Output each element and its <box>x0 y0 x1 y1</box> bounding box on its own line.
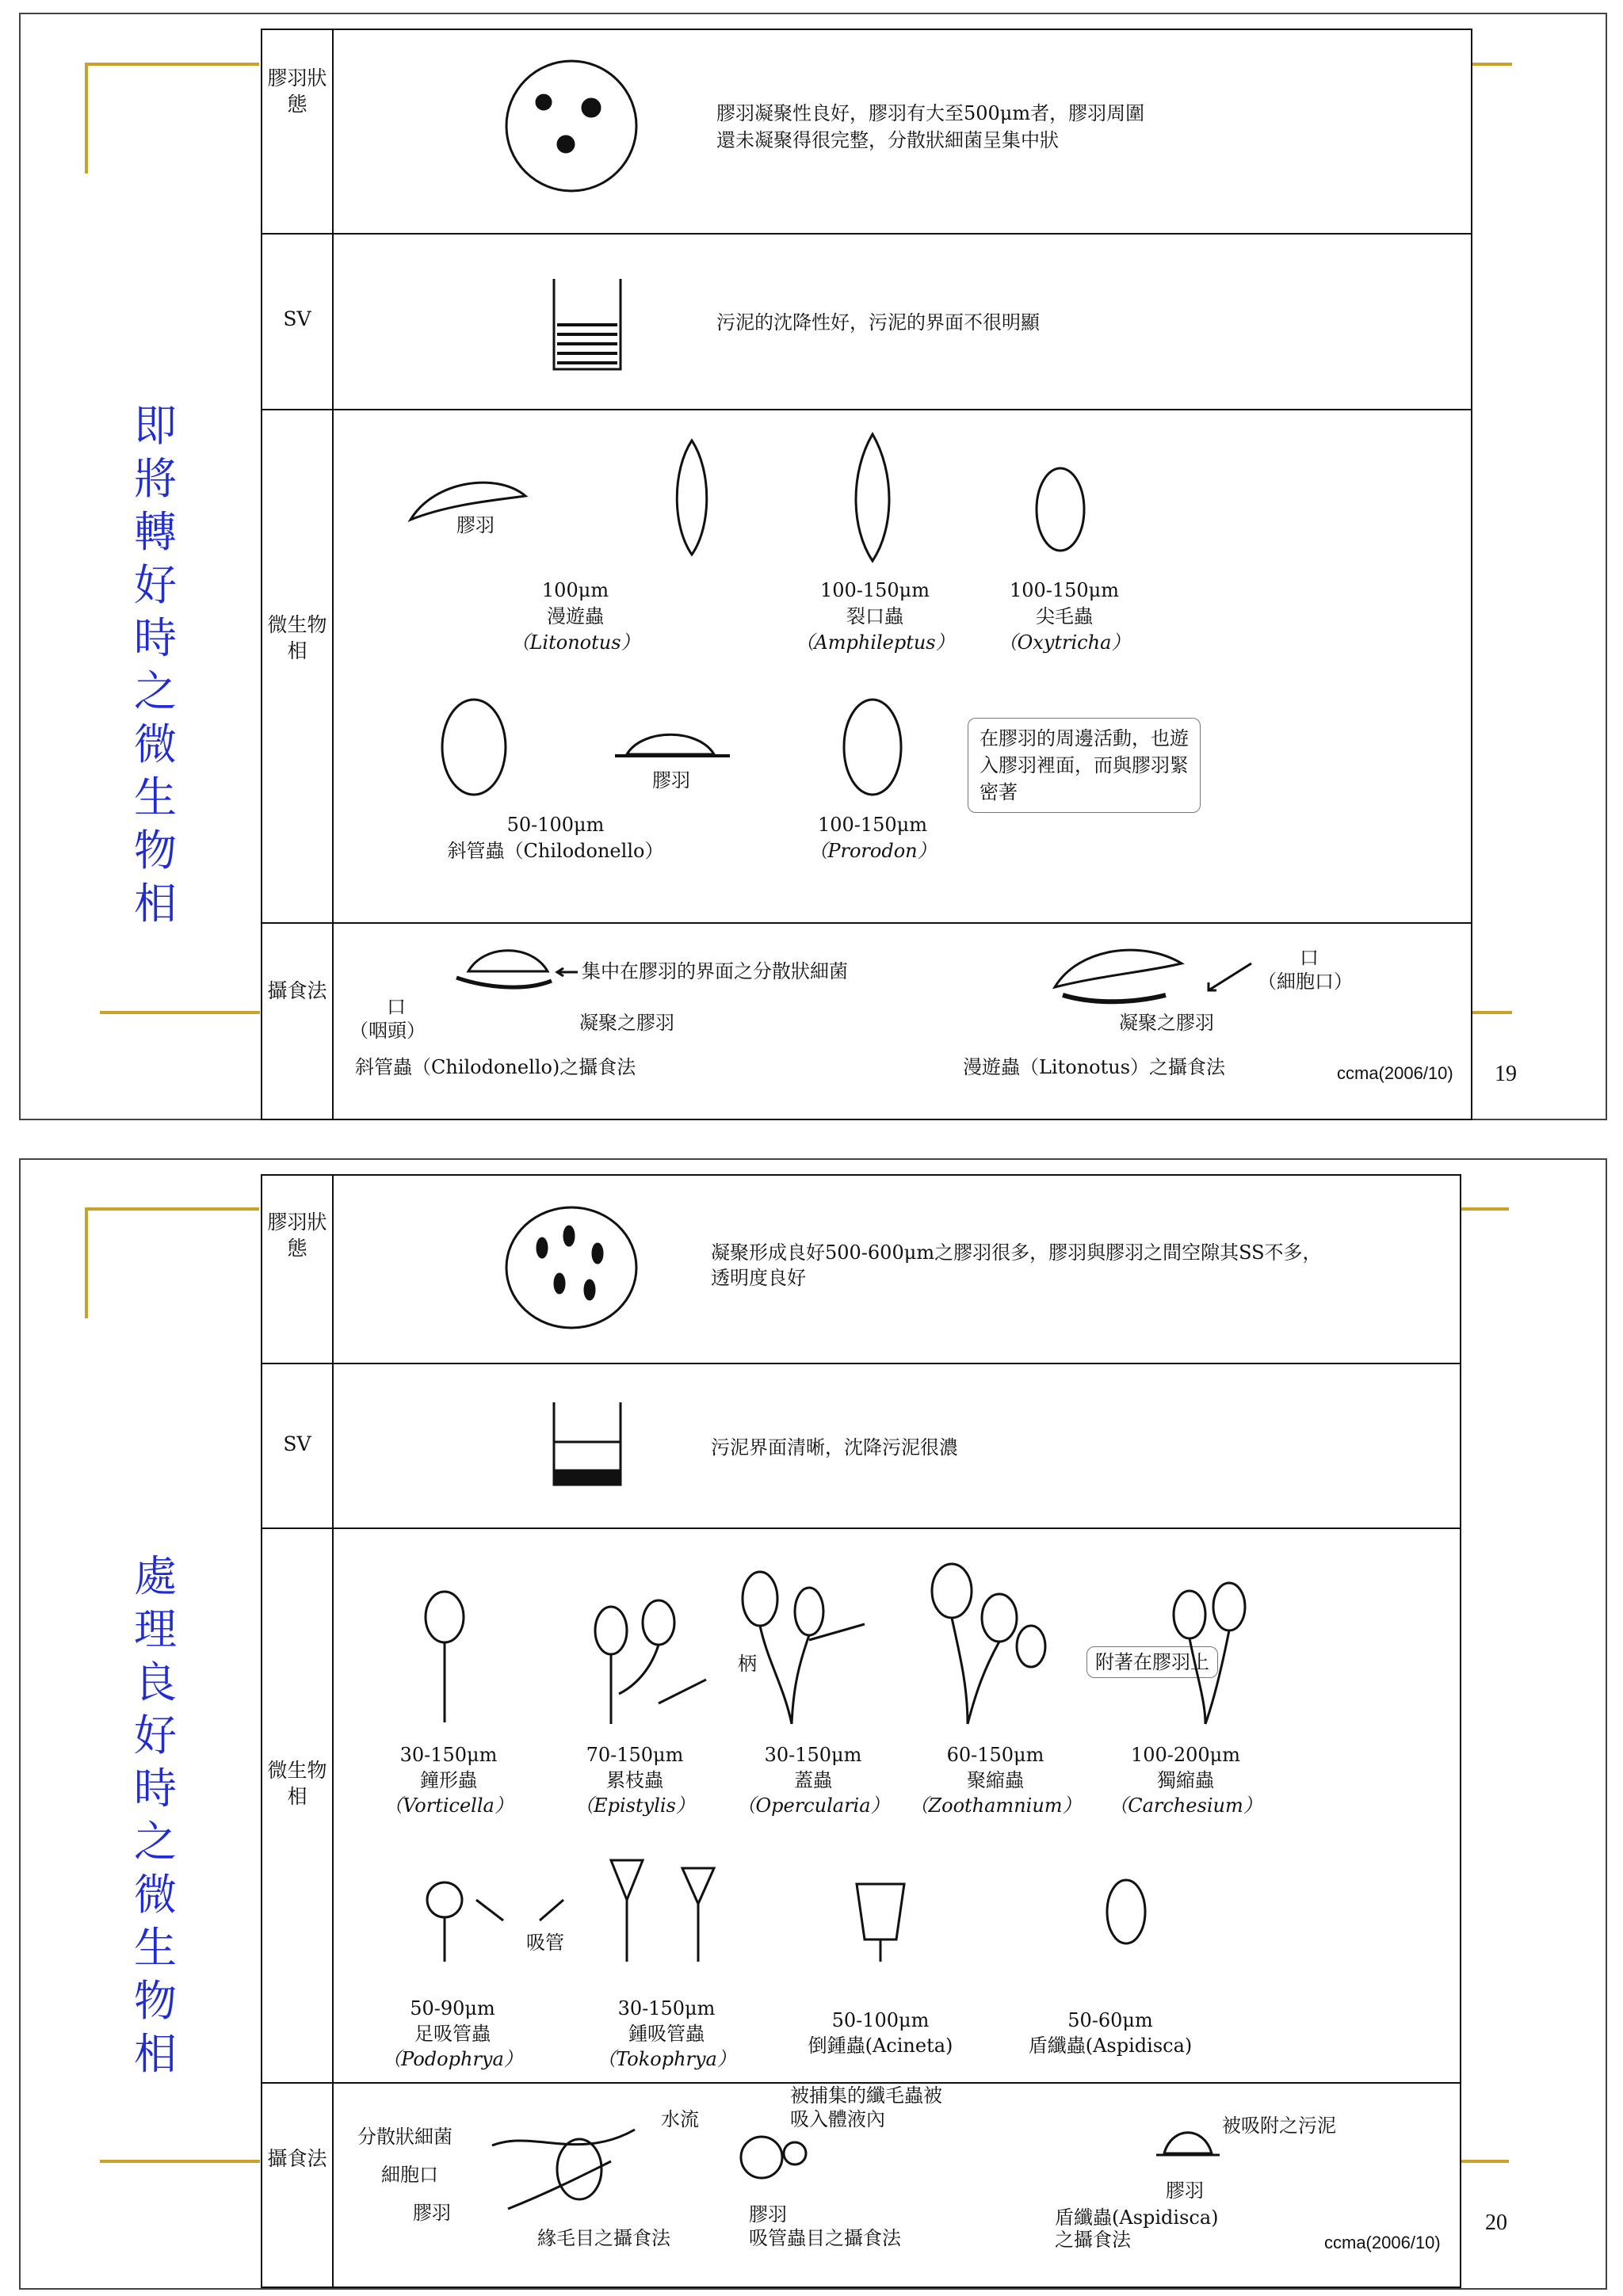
cell-mouth-label: （細胞口） <box>1258 971 1353 993</box>
prorodon-size: 100-150μm <box>817 814 928 836</box>
litonotus-size: 100μm <box>541 579 609 601</box>
suctorian-feeding-illustration <box>730 2122 809 2193</box>
gold-rule-bottom-left <box>100 1011 260 1014</box>
mouth-label-left: 口 <box>387 996 406 1018</box>
adsorbed-sludge-label: 被吸附之污泥 <box>1222 2115 1336 2137</box>
litonotus-name: 漫遊蟲 <box>547 605 604 627</box>
settling-cylinder-illustration <box>552 277 624 372</box>
footer-ccma: ccma(2006/10) <box>1324 2233 1441 2252</box>
row-label-micro: 微生物相 <box>267 613 327 662</box>
gold-rule-bottom-left <box>100 2160 260 2163</box>
row-label-feeding: 攝食法 <box>267 979 327 1002</box>
chilodonella-feeding-illustration <box>453 940 556 1003</box>
gold-rule-bottom-right <box>1461 2160 1509 2163</box>
row-label-floc: 膠羽狀態 <box>267 1211 327 1260</box>
podophrya-size: 50-90μm <box>410 1997 495 2019</box>
behavior-note-line1: 在膠羽的周邊活動，也遊 <box>980 727 1189 749</box>
dispersed-bacteria-label: 分散狀細菌 <box>357 2126 453 2148</box>
row-sv <box>262 1363 1460 1529</box>
tokophrya-illustration <box>595 1844 738 1963</box>
tokophrya-name: 鍾吸管蟲 <box>628 2023 705 2045</box>
ciliate-illustration-a <box>668 439 716 558</box>
tokophrya-latin: （Tokophrya） <box>597 2048 736 2070</box>
aspidisca-feeding-illustration <box>1156 2122 1220 2161</box>
vorticella-illustration <box>421 1581 468 1724</box>
podophrya-illustration <box>413 1868 476 1963</box>
litonotus-latin: （Litonotus） <box>510 631 640 654</box>
row-feeding <box>262 922 1471 1119</box>
floc-description-line1: 膠羽凝聚性良好，膠羽有大至500μm者，膠羽周圍 <box>716 102 1145 124</box>
vorticella-name: 鐘形蟲 <box>420 1769 477 1791</box>
behavior-note-line3: 密著 <box>980 781 1018 803</box>
amphileptus-latin: （Amphileptus） <box>795 631 955 654</box>
floc-description-line2: 還未凝聚得很完整，分散狀細菌呈集中狀 <box>716 129 1059 151</box>
row-sv <box>262 233 1471 410</box>
chilodonella-name: 斜管蟲（Chilodonello） <box>447 840 664 862</box>
litonotus-floc-tag: 膠羽 <box>456 514 495 536</box>
settling-cylinder-illustration <box>552 1401 624 1488</box>
floc-circle-illustration <box>504 59 639 193</box>
podophrya-latin: （Podophrya） <box>382 2048 523 2070</box>
floc-description-line1: 凝聚形成良好500-600μm之膠羽很多，膠羽與膠羽之間空隙其SS不多， <box>711 1241 1322 1264</box>
zoothamnium-size: 60-150μm <box>946 1744 1044 1766</box>
opercularia-latin: （Opercularia） <box>736 1794 890 1817</box>
throat-label: （咽頭） <box>349 1020 426 1042</box>
stalk-label: 柄 <box>738 1653 757 1675</box>
captured-ciliate-line1: 被捕集的纖毛蟲被 <box>790 2084 942 2107</box>
carchesium-illustration <box>1166 1575 1253 1726</box>
gold-rule-top-right <box>1472 63 1512 66</box>
amphileptus-illustration <box>849 433 896 563</box>
litonotus-feeding-illustration <box>1047 940 1190 1011</box>
epistylis-illustration <box>587 1599 682 1726</box>
row-feeding <box>262 2082 1460 2286</box>
attached-to-floc-box: 附著在膠羽上 <box>1086 1646 1218 1678</box>
page-number: 19 <box>1495 1062 1517 1086</box>
floc-label-3: 膠羽 <box>1166 2180 1204 2202</box>
row-label-floc: 膠羽狀態 <box>267 67 327 116</box>
row-floc-state <box>262 1176 1460 1364</box>
podophrya-name: 足吸管蟲 <box>414 2023 491 2045</box>
gold-rule-top-left <box>85 63 259 66</box>
microbe-table <box>261 1174 1461 2288</box>
oxytricha-illustration <box>1033 464 1088 555</box>
chilodonella-size: 50-100μm <box>506 814 605 836</box>
epistylis-size: 70-150μm <box>586 1744 684 1766</box>
peritrich-feeding-illustration <box>484 2114 643 2217</box>
floc-circle-illustration <box>504 1204 639 1331</box>
aspidisca-name: 盾纖蟲(Aspidisca) <box>1028 2035 1193 2057</box>
vorticella-size: 30-150μm <box>399 1744 498 1766</box>
floc-tag: 膠羽 <box>652 769 690 791</box>
slide-20 <box>19 1158 1607 2290</box>
floc-label-2: 膠羽 <box>749 2203 787 2225</box>
prorodon-latin: （Prorodon） <box>808 840 937 862</box>
dispersed-bacteria-label: 集中在膠羽的界面之分散狀細菌 <box>582 960 848 982</box>
chilodonella-illustration <box>438 696 510 799</box>
gold-rule-top-right <box>1461 1207 1509 1211</box>
zoothamnium-latin: （Zoothamnium） <box>909 1794 1082 1817</box>
opercularia-size: 30-150μm <box>764 1744 862 1766</box>
sv-description: 污泥的沈降性好，污泥的界面不很明顯 <box>716 311 1040 334</box>
vorticella-latin: （Vorticella） <box>384 1794 514 1817</box>
row-label-sv: SV <box>283 1432 311 1455</box>
row-microorganisms <box>262 409 1471 924</box>
tokophrya-size: 30-150μm <box>617 1997 716 2019</box>
oxytricha-latin: （Oxytricha） <box>998 631 1131 654</box>
slide-19 <box>19 13 1607 1120</box>
feeding-caption-3b: 之攝食法 <box>1055 2229 1131 2251</box>
amphileptus-name: 裂口蟲 <box>846 605 903 627</box>
cell-mouth-label: 細胞口 <box>381 2164 438 2186</box>
amphileptus-size: 100-150μm <box>819 579 930 601</box>
gold-rule-left-vertical <box>85 63 88 174</box>
floc-label-1: 膠羽 <box>413 2202 451 2224</box>
zoothamnium-illustration <box>920 1559 1047 1726</box>
acineta-illustration <box>841 1860 920 1963</box>
feeding-caption-2: 吸管蟲目之攝食法 <box>749 2227 901 2249</box>
opercularia-name: 蓋蟲 <box>794 1769 832 1791</box>
floc-label-right: 凝聚之膠羽 <box>1119 1012 1214 1034</box>
oxytricha-size: 100-150μm <box>1009 579 1120 601</box>
arrow-to-dispersed-bacteria <box>556 968 579 976</box>
slide-title: 處理良好時之微生物相 <box>134 1551 177 2079</box>
gold-rule-top-left <box>85 1207 259 1211</box>
epistylis-name: 累枝蟲 <box>606 1769 663 1791</box>
acineta-size: 50-100μm <box>831 2009 930 2031</box>
row-microorganisms <box>262 1527 1460 2084</box>
zoothamnium-name: 聚縮蟲 <box>967 1769 1024 1791</box>
gold-rule-left-vertical <box>85 1207 88 1318</box>
row-floc-state <box>262 30 1471 235</box>
aspidisca-illustration <box>1102 1876 1150 1947</box>
feeding-caption-1: 緣毛目之攝食法 <box>537 2227 670 2249</box>
footer-ccma: ccma(2006/10) <box>1337 1063 1453 1083</box>
slide-title: 即將轉好時之微生物相 <box>134 401 177 929</box>
carchesium-size: 100-200μm <box>1130 1744 1241 1766</box>
feeding-caption-3a: 盾纖蟲(Aspidisca) <box>1055 2206 1219 2229</box>
carchesium-name: 獨縮蟲 <box>1157 1769 1214 1791</box>
behavior-note-line2: 入膠羽裡面，而與膠羽緊 <box>980 754 1189 776</box>
page-number: 20 <box>1485 2210 1507 2235</box>
row-label-sv: SV <box>283 307 311 330</box>
tentacle-label: 吸管 <box>526 1932 564 1954</box>
floc-label-left: 凝聚之膠羽 <box>579 1012 674 1034</box>
captured-ciliate-line2: 吸入體液內 <box>790 2108 885 2130</box>
water-flow-label: 水流 <box>661 2108 699 2130</box>
acineta-name: 倒鍾蟲(Acineta) <box>808 2035 953 2057</box>
behavior-note-box <box>968 718 1201 813</box>
aspidisca-size: 50-60μm <box>1067 2009 1153 2031</box>
sv-description: 污泥界面清晰，沈降污泥很濃 <box>711 1436 958 1459</box>
arrow-to-cell-mouth <box>1205 962 1253 994</box>
row-label-micro: 微生物相 <box>267 1759 327 1808</box>
mouth-label-right: 口 <box>1300 947 1319 969</box>
microbe-table <box>261 29 1472 1120</box>
floc-description-line2: 透明度良好 <box>711 1267 806 1289</box>
epistylis-latin: （Epistylis） <box>575 1794 695 1817</box>
oxytricha-name: 尖毛蟲 <box>1036 605 1093 627</box>
prorodon-illustration <box>841 696 904 799</box>
gold-rule-bottom-right <box>1472 1011 1512 1014</box>
row-label-feeding: 攝食法 <box>267 2147 327 2170</box>
feeding-caption-left: 斜管蟲（Chilodonello)之攝食法 <box>355 1056 636 1078</box>
feeding-caption-right: 漫遊蟲（Litonotus）之攝食法 <box>963 1056 1226 1078</box>
carchesium-latin: （Carchesium） <box>1109 1794 1262 1817</box>
stalk-arrows <box>706 1632 809 1680</box>
tentacle-arrows <box>476 1884 563 1932</box>
